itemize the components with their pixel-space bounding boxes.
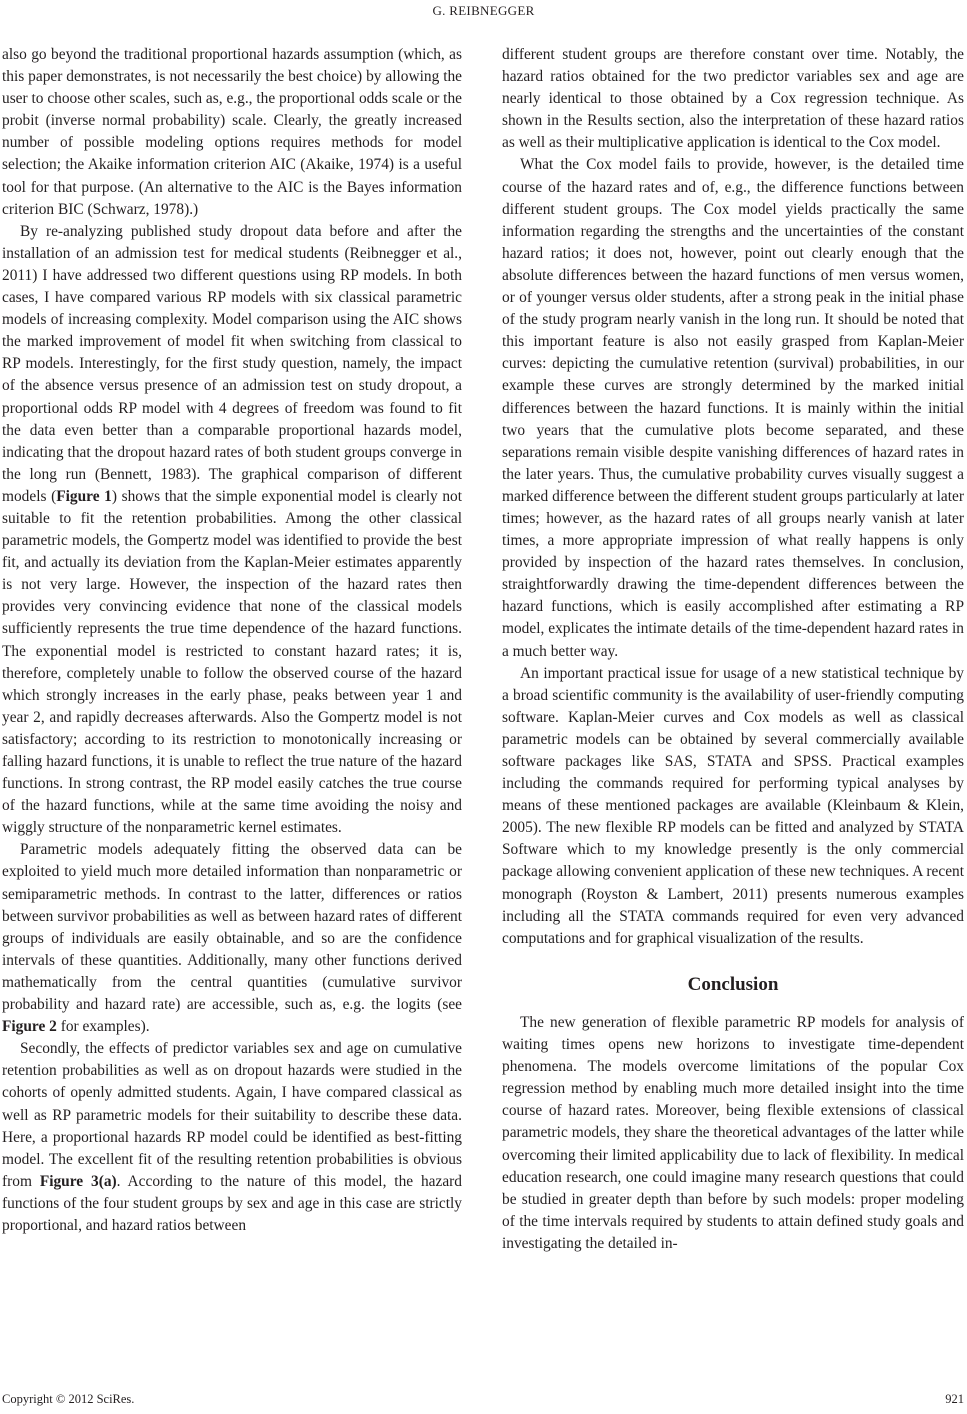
figure-1-reference[interactable]: Figure 1 xyxy=(56,487,112,505)
paragraph xyxy=(2,839,462,1038)
paragraph-text: Secondly, the effects of predictor variables sex and age on cumulative retention probabilities as well as on dropout hazards were studied in the cohorts of openly admitted students. Again, I have compared classical as well as RP parametric models for their suitability to describe these data. Here, a proportional hazards RP model could be identified as best-fitting model. The excellent fit of the resulting retention probabilities is obvious from xyxy=(2,1040,462,1190)
paragraph-text: ) shows that the simple exponential model is clearly not suitable to fit the retention probabilities. Among the other classical parametric models, the Gompertz model was identified to provide the best fit, and actually its deviation from the Kaplan-Meier estimates apparently is not very large. However, the inspection of the hazard rates then provides very convincing evidence that none of the classical models sufficiently represents the true time dependence of the hazard functions. The exponential model is restricted to constant hazard rates; it is, therefore, completely unable to follow the observed course of the hazard which strongly increases in the early phase, peaks between year 1 and year 2, and rapidly decreases afterwards. Also the Gompertz model is not satisfactory; according to its restriction to monotonically increasing or falling hazard functions, it is unable to reflect the true nature of the hazard functions. In strong contrast, the RP model easily catches the true course of the hazard functions, while at the same time avoiding the noisy and wiggly structure of the nonparametric kernel estimates. xyxy=(2,487,462,837)
section-heading: Conclusion xyxy=(687,973,779,995)
paragraph xyxy=(2,1038,462,1237)
paragraph-text: By re-analyzing published study dropout data before and after the installation of an admission test for medical students (Reibnegger et al., 2011) I have addressed two different questions using RP models. In both cases, I have compared various RP models with six classical parametric models of increasing complexity. Model comparison using the AIC shows the marked improvement of model fit when switching from classical to RP models. Interestingly, for the first study question, namely, the impact of the absence versus presence of an admission test on study dropout, a proportional odds RP model with 4 degrees of freedom was found to fit the data even better than a comparable proportional hazards model, indicating that the dropout hazard rates of both student groups converge in the long run (Bennett, 1983). The graphical comparison of different models ( xyxy=(2,222,462,505)
right-column xyxy=(502,44,964,1255)
page-number: 921 xyxy=(945,1392,964,1406)
paragraph xyxy=(2,221,462,840)
paragraph: different student groups are therefore constant over time. Notably, the hazard ratios obtained for the two predictor variables sex and age are nearly identical to those obtained by a Cox regression technique. As shown in the Results section, also the interpretation of these hazard ratios as well as their multiplicative application is identical to the Cox model. xyxy=(502,46,964,152)
paragraph: What the Cox model fails to provide, however, is the detailed time course of the hazard rates and of, e.g., the difference functions between different student groups. The Cox model yields practically the same information regarding the strengths and the uncertainties of the constant hazard ratios; it does not, however, point out clearly enough that the absolute differences between the hazard functions of men versus women, or of younger versus older students, after a strong peak in the initial phase of the study program nearly vanish in the long run. It should be noted that this important feature is also not easily grasped from Kaplan-Meier curves: depicting the cumulative retention (survival) probabilities, in our example these curves are strongly determined by the marked initial differences between the hazard functions. It is mainly within the initial two years that the cumulative plots become separated, and these separations remain visible despite vanishing differences of hazard rates in the later years. Thus, the cumulative probability curves visually suggest a marked difference between the different student groups particularly at later times; however, as the hazard rates of all groups nearly vanish at later times, a more appropriate impression of what really happens is only provided by inspection of the hazard rates themselves. In conclusion, straightforwardly drawing the time-dependent differences between the hazard functions, which is easily accomplished after estimating a RP model, explicates the intimate details of the time-dependent hazard rates in a much better way. xyxy=(502,156,964,660)
paragraph-text: Parametric models adequately fitting the observed data can be exploited to yield much more detailed information than nonparametric or semiparametric methods. In contrast to the latter, differences or ratios between survivor probabilities as well as between hazard rates of different groups of individuals are easily obtainable, and so are the confidence intervals of these quantities. Additionally, many other functions derived mathematically from the central quantities (cumulative survivor probability and hazard rate) are accessible, such as, e.g. the logits (see xyxy=(2,841,462,1014)
paragraph: An important practical issue for usage of a new statistical technique by a broad scientific community is the availability of user-friendly computing software. Kaplan-Meier curves and Cox models as well as classical parametric models can be obtained by several commercially available software packages like SAS, STATA and SPSS. Practical examples including the commands required for performing typical analyses by means of these mentioned packages are available (Kleinbaum & Klein, 2005). The new flexible RP models can be fitted and analyzed by STATA Software which to my knowledge presently is the only commercial package allowing convenient application of these new techniques. A recent monograph (Royston & Lambert, 2011) presents numerous examples including all the STATA commands required for even very advanced computations and for graphical visualization of the results. xyxy=(502,664,964,947)
paragraph: also go beyond the traditional proportional hazards assumption (which, as this paper demonstrates, is not necessarily the best choice) by allowing the user to choose other scales, such as, e.g., the proportional odds scale or the probit (inverse normal probability) scale. Clearly, the greatly increased number of possible modeling options requires methods for model selection; the Akaike information criterion AIC (Akaike, 1974) is a useful tool for that purpose. (An alternative to the AIC is the Bayes information criterion BIC (Schwarz, 1978).) xyxy=(2,46,462,218)
paragraph-text: for examples). xyxy=(56,1018,150,1036)
left-column xyxy=(2,44,462,1237)
running-title: G. REIBNEGGER xyxy=(432,3,535,18)
paragraph-text: . According to the nature of this model, the hazard functions of the four student groups by sex and age in this case are strictly proportional, and hazard ratios between xyxy=(2,1172,463,1234)
figure-3a-reference[interactable]: Figure 3(a) xyxy=(39,1172,117,1190)
copyright: Copyright © 2012 SciRes. xyxy=(2,1392,135,1406)
figure-2-reference[interactable]: Figure 2 xyxy=(2,1018,57,1036)
paragraph: The new generation of flexible parametric RP models for analysis of waiting times opens new horizons to investigate time-dependent phenomena. The models overcome limitations of the popular Cox regression method by enabling much more detailed insight into the time course of hazard rates. Moreover, being flexible extensions of classical parametric models, they share the theoretical advantages of the latter while overcoming their limited applicability due to lack of flexibility. In medical education research, one could imagine many research questions that could be studied in greater depth than before by such models: proper modeling of the time intervals required by students to attain defined study goals and investigating the detailed in- xyxy=(502,1013,964,1252)
running-header xyxy=(0,0,967,22)
